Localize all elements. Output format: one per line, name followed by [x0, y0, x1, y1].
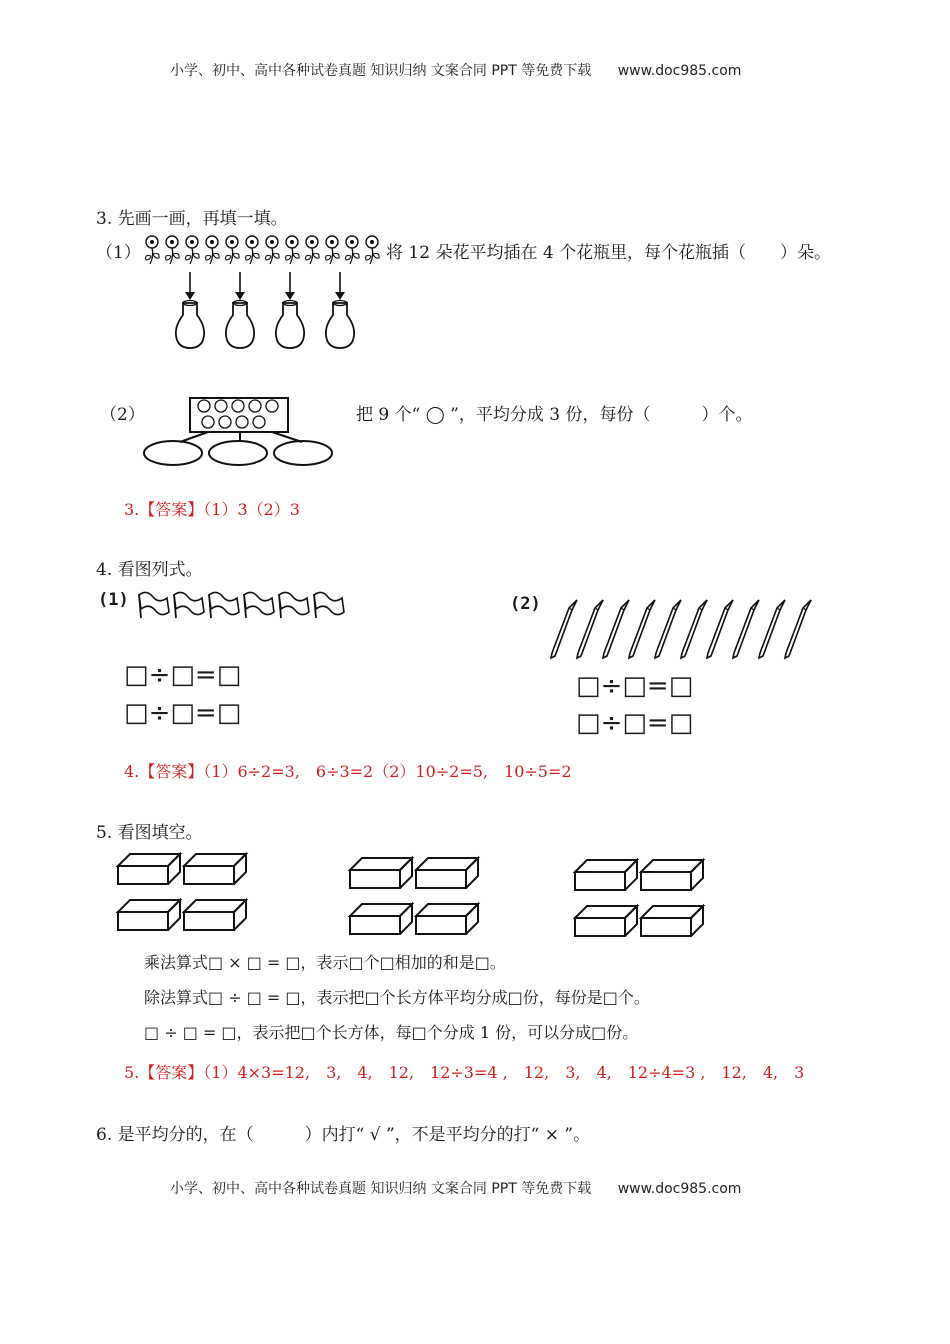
pencil-icon: [759, 600, 785, 658]
cuboid-icon: [184, 900, 246, 930]
q4-part2-eq1: □÷□=□: [576, 671, 694, 701]
cuboid-icon: [416, 858, 478, 888]
vase-icon: [226, 272, 254, 348]
flag-icon: [174, 592, 204, 618]
flag-icon: [279, 592, 309, 618]
pencil-icon: [551, 600, 577, 658]
q4-answer: 4.【答案】（1）6÷2=3, 6÷3=2（2）10÷2=5, 10÷5=2: [124, 762, 572, 781]
page-footer: [170, 1178, 741, 1198]
q4-part1-eq1: □÷□=□: [124, 660, 242, 690]
q5-answer: 5.【答案】（1）4×3=12, 3, 4, 12, 12÷3=4 , 12, 3, 4, 12÷4=3 , 12, 4, 3: [124, 1063, 805, 1082]
pencil-icon: [629, 600, 655, 658]
q3-title: 3. 先画一画，再填一填。: [96, 209, 288, 229]
q5-line2: 除法算式□ ÷ □ = □，表示把□个长方体平均分成□份，每份是□个。: [144, 988, 650, 1007]
cuboid-icon: [641, 860, 703, 890]
circle-icon: [232, 400, 244, 412]
cuboid-icon: [184, 854, 246, 884]
cuboid-icon: [118, 900, 180, 930]
circle-icon: [202, 416, 214, 428]
vase-icon: [276, 272, 304, 348]
pencil-icon: [785, 600, 811, 658]
q4-title: 4. 看图列式。: [96, 560, 203, 580]
group-oval-1: [144, 441, 202, 465]
q3-part1-text: 将 12 朵花平均插在 4 个花瓶里，每个花瓶插（ ）朵。: [386, 243, 832, 263]
pencil-icon: [577, 600, 603, 658]
footer-text: 小学、初中、高中各种试卷真题 知识归纳 文案合同 PPT 等免费下载: [170, 1181, 592, 1197]
q5-line1: 乘法算式□ × □ = □，表示□个□相加的和是□。: [144, 953, 506, 972]
pencil-icon: [655, 600, 681, 658]
circle-icon: [219, 416, 231, 428]
circle-icon: [215, 400, 227, 412]
q3-circles-illustration: [140, 395, 340, 470]
q6-title: 6. 是平均分的，在（ ）内打“ √ ”，不是平均分的打“ × ”。: [96, 1125, 591, 1145]
q3-part2-label: （2）: [100, 405, 145, 425]
flag-icon: [139, 592, 169, 618]
q3-flowers-illustration: [136, 232, 386, 272]
q4-part1-label: (1): [98, 590, 129, 610]
flower-icon: [226, 236, 240, 264]
flag-icon: [209, 592, 239, 618]
pencil-icon: [603, 600, 629, 658]
flower-icon: [166, 236, 180, 264]
pencil-icon: [707, 600, 733, 658]
q3-part2-text: 把 9 个“ ◯ ”，平均分成 3 份，每份（ ）个。: [356, 405, 753, 425]
flag-icon: [314, 592, 344, 618]
circle-icon: [198, 400, 210, 412]
q5-title: 5. 看图填空。: [96, 823, 203, 843]
cuboid-icon: [575, 906, 637, 936]
flower-icon: [346, 236, 360, 264]
cuboid-icon: [641, 906, 703, 936]
flower-icon: [326, 236, 340, 264]
flower-icon: [146, 236, 160, 264]
flag-icon: [244, 592, 274, 618]
flower-icon: [306, 236, 320, 264]
q3-vases-illustration: [170, 270, 360, 355]
header-text: 小学、初中、高中各种试卷真题 知识归纳 文案合同 PPT 等免费下载: [170, 63, 592, 79]
flower-row: [146, 236, 380, 264]
cuboid-icon: [350, 858, 412, 888]
circle-icon: [253, 416, 265, 428]
flower-icon: [286, 236, 300, 264]
q4-part2-eq2: □÷□=□: [576, 708, 694, 738]
flower-icon: [206, 236, 220, 264]
group-oval-2: [209, 441, 267, 465]
circle-icon: [236, 416, 248, 428]
group-oval-3: [274, 441, 332, 465]
vase-icon: [176, 272, 204, 348]
q5-cuboids-illustration: [110, 848, 710, 938]
cuboid-icon: [575, 860, 637, 890]
flower-icon: [366, 236, 380, 264]
q3-answer: 3.【答案】（1）3（2）3: [124, 500, 300, 519]
q4-pencils-illustration: [545, 598, 815, 660]
q4-part1-eq2: □÷□=□: [124, 698, 242, 728]
header-url[interactable]: www.doc985.com: [617, 63, 742, 79]
flower-icon: [246, 236, 260, 264]
pencil-icon: [733, 600, 759, 658]
circle-icon: [266, 400, 278, 412]
page-header: [170, 60, 741, 80]
flower-icon: [266, 236, 280, 264]
cuboid-icon: [350, 904, 412, 934]
vase-icon: [326, 272, 354, 348]
circle-icon: [249, 400, 261, 412]
q3-part1-label: （1）: [96, 243, 141, 263]
footer-url[interactable]: www.doc985.com: [617, 1181, 742, 1197]
small-circles: [198, 400, 278, 428]
q5-line3: □ ÷ □ = □，表示把□个长方体，每□个分成 1 份，可以分成□份。: [144, 1023, 639, 1042]
cuboid-icon: [416, 904, 478, 934]
q4-part2-label: (2): [510, 594, 541, 614]
cuboid-icon: [118, 854, 180, 884]
q4-flags-illustration: [135, 590, 350, 620]
flower-icon: [186, 236, 200, 264]
pencil-icon: [681, 600, 707, 658]
